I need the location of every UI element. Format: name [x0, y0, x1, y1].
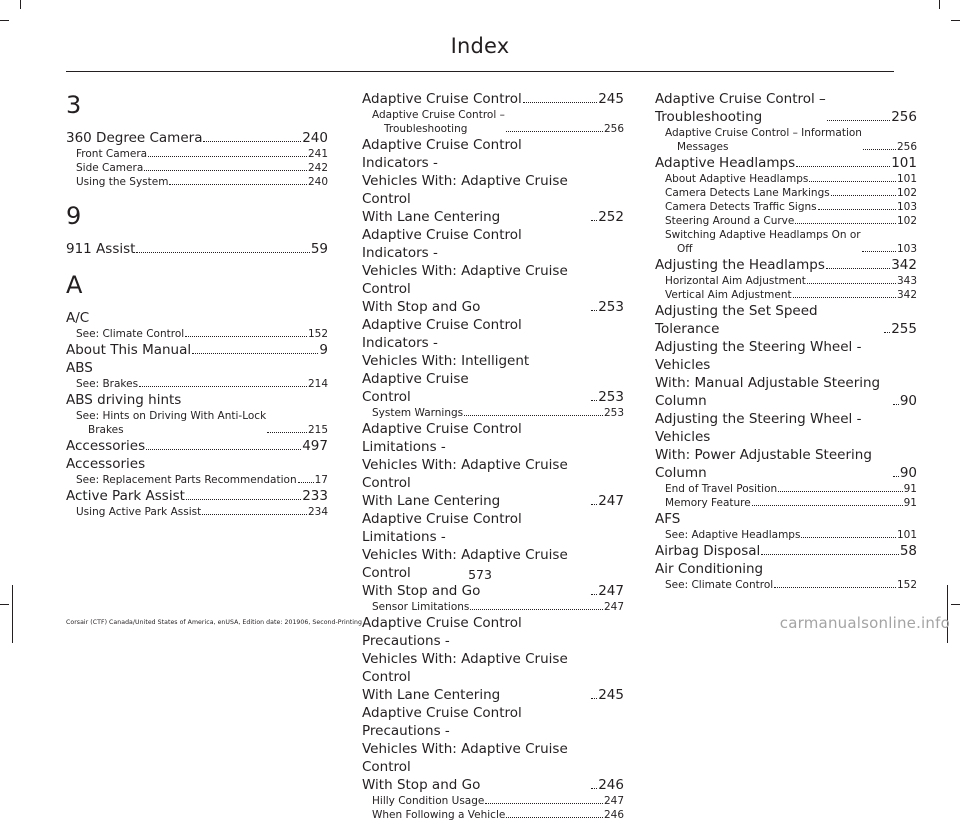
entry-text: About Adaptive Headlamps	[665, 173, 809, 185]
crop-mark	[951, 20, 960, 21]
crop-mark	[0, 604, 9, 605]
index-subentry	[362, 108, 624, 136]
entry-line: Adaptive Cruise Control –	[372, 109, 505, 121]
index-subentry	[655, 186, 917, 200]
dot-leader	[591, 697, 597, 699]
edition-footer: Corsair (CTF) Canada/United States of America, enUSA, Edition date: 201906, Second-Printing	[66, 619, 362, 626]
index-entry	[66, 487, 328, 505]
entry-text	[655, 90, 826, 126]
page-reference: 245	[598, 687, 624, 703]
crop-mark	[12, 585, 13, 643]
dot-leader	[796, 165, 890, 167]
entry-text: Airbag Disposal	[655, 543, 761, 559]
index-entry	[655, 302, 917, 338]
dot-leader	[523, 101, 597, 103]
entry-line: Vehicles With: Adaptive Cruise Control	[362, 457, 568, 491]
index-subentry	[362, 406, 624, 420]
page-reference: 253	[598, 389, 624, 405]
entry-text: Hilly Condition Usage	[372, 795, 485, 807]
page-number: 573	[468, 567, 492, 582]
index-letter-heading: A	[66, 271, 83, 299]
entry-line: Adaptive Cruise Control Indicators -	[362, 317, 522, 351]
entry-text: Adjusting the Set Speed Tolerance	[655, 303, 818, 337]
entry-text: System Warnings	[372, 407, 464, 419]
index-subentry	[655, 496, 917, 510]
entry-line: With Lane Centering	[362, 209, 501, 225]
page-reference: 255	[891, 321, 917, 337]
entry-text	[76, 409, 266, 437]
entry-text: See: Climate Control	[76, 328, 185, 340]
entry-line: Adaptive Cruise Control Limitations -	[362, 511, 522, 545]
entry-text: Side Camera	[76, 162, 144, 174]
entry-line: Control	[362, 389, 411, 405]
dot-leader	[752, 504, 903, 506]
page-reference: 101	[896, 173, 917, 185]
page-reference: 246	[603, 809, 624, 821]
dot-leader	[807, 282, 896, 284]
index-entry	[362, 226, 624, 316]
entry-text: Adjusting the Headlamps	[655, 257, 825, 273]
entry-line: Column	[655, 393, 707, 409]
entry-text	[665, 126, 862, 154]
entry-line: With Stop and Go	[362, 777, 481, 793]
entry-text	[665, 228, 861, 256]
page-reference: 342	[896, 289, 917, 301]
entry-text: Horizontal Aim Adjustment	[665, 275, 806, 287]
entry-line: Adaptive Cruise Control Precautions -	[362, 705, 522, 739]
dot-leader	[192, 352, 318, 354]
dot-leader	[506, 130, 603, 132]
entry-text: 360 Degree Camera	[66, 130, 203, 146]
dot-leader	[793, 296, 896, 298]
dot-leader	[884, 331, 890, 333]
entry-line: With Lane Centering	[362, 687, 501, 703]
page-reference: 234	[307, 506, 328, 518]
page-reference: 241	[307, 148, 328, 160]
page-reference: 253	[603, 407, 624, 419]
page-reference: 497	[302, 438, 328, 454]
index-subentry	[655, 214, 917, 228]
dot-leader	[470, 608, 603, 610]
index-subentry	[66, 473, 328, 487]
entry-line: Troubleshooting	[384, 123, 468, 135]
index-subentry	[66, 327, 328, 341]
index-subentry	[655, 200, 917, 214]
page-reference: 256	[891, 109, 917, 125]
index-subentry	[362, 794, 624, 808]
page-reference: 9	[319, 342, 328, 358]
entry-text	[655, 410, 892, 482]
dot-leader	[169, 183, 306, 185]
page-reference: 247	[603, 795, 624, 807]
entry-text	[655, 338, 892, 410]
entry-text: See: Replacement Parts Recommendation	[76, 474, 297, 486]
index-entry	[655, 542, 917, 560]
page-reference: 256	[896, 141, 917, 153]
index-entry	[66, 129, 328, 147]
dot-leader	[148, 155, 307, 157]
page-reference: 90	[899, 465, 917, 481]
page-reference: 152	[307, 328, 328, 340]
dot-leader	[591, 503, 597, 505]
entry-text	[362, 226, 590, 316]
entry-text: Active Park Assist	[66, 488, 185, 504]
dot-leader	[795, 222, 896, 224]
page-reference: 101	[891, 155, 917, 171]
entry-line: With: Manual Adjustable Steering	[655, 375, 881, 391]
dot-leader	[185, 335, 307, 337]
entry-line: Adaptive Cruise Control –	[655, 91, 826, 107]
page-reference: 342	[891, 257, 917, 273]
index-subentry	[655, 172, 917, 186]
dot-leader	[801, 536, 896, 538]
crop-mark	[939, 0, 940, 9]
entry-text: Vertical Aim Adjustment	[665, 289, 792, 301]
entry-text: Accessories	[66, 438, 146, 454]
header-divider	[66, 71, 894, 72]
index-subentry	[655, 528, 917, 542]
page-reference: 102	[896, 215, 917, 227]
index-entry: ABS driving hints	[66, 392, 182, 408]
entry-line: See: Hints on Driving With Anti-Lock	[76, 410, 267, 422]
entry-line: Switching Adaptive Headlamps On or	[665, 229, 861, 241]
entry-line: Vehicles With: Adaptive Cruise Control	[362, 173, 568, 207]
dot-leader	[774, 586, 896, 588]
dot-leader	[761, 553, 899, 555]
entry-text	[362, 510, 590, 600]
dot-leader	[827, 119, 890, 121]
dot-leader	[809, 180, 896, 182]
dot-leader	[186, 498, 301, 500]
entry-line: Adjusting the Steering Wheel - Vehicles	[655, 411, 862, 445]
page-reference: 103	[896, 201, 917, 213]
entry-text: Camera Detects Traffic Signs	[665, 201, 817, 213]
entry-text: Camera Detects Lane Markings	[665, 187, 830, 199]
index-entry	[66, 437, 328, 455]
crop-mark	[20, 0, 21, 9]
index-entry	[362, 614, 624, 704]
entry-line: Column	[655, 465, 707, 481]
entry-text: 911 Assist	[66, 241, 136, 257]
index-entry: Accessories	[66, 456, 146, 472]
page-reference: 233	[302, 488, 328, 504]
entry-text: End of Travel Position	[665, 483, 778, 495]
index-entry: ABS	[66, 360, 93, 376]
index-subentry	[655, 274, 917, 288]
index-entry	[362, 420, 624, 510]
index-letter-heading: 3	[66, 91, 82, 119]
entry-line: Vehicles With: Adaptive Cruise Control	[362, 263, 568, 297]
index-subentry	[66, 505, 328, 519]
index-letter-heading: 9	[66, 202, 82, 230]
index-subentry	[66, 161, 328, 175]
index-subentry	[655, 126, 917, 154]
dot-leader	[591, 399, 597, 401]
entry-line: Vehicles With: Adaptive Cruise Control	[362, 547, 568, 581]
entry-line: Adaptive Cruise Control Precautions -	[362, 615, 522, 649]
dot-leader	[591, 309, 597, 311]
dot-leader	[464, 414, 603, 416]
page-reference: 343	[896, 275, 917, 287]
dot-leader	[591, 787, 597, 789]
page-reference: 256	[603, 123, 624, 135]
watermark: carmanualsonline.info	[779, 614, 950, 632]
dot-leader	[893, 403, 899, 405]
crop-mark	[0, 20, 9, 21]
entry-text: Front Camera	[76, 148, 148, 160]
entry-text: About This Manual	[66, 342, 192, 358]
dot-leader	[203, 140, 301, 142]
index-entry	[66, 341, 328, 359]
entry-text: Using Active Park Assist	[76, 506, 202, 518]
entry-line: With Lane Centering	[362, 493, 501, 509]
page-reference: 246	[598, 777, 624, 793]
index-subentry	[66, 409, 328, 437]
index-subentry	[655, 288, 917, 302]
entry-line: Vehicles With: Intelligent Adaptive Cruise	[362, 353, 530, 387]
dot-leader	[591, 593, 597, 595]
index-entry	[655, 410, 917, 482]
crop-mark	[951, 604, 960, 605]
entry-line: Adjusting the Steering Wheel - Vehicles	[655, 339, 862, 373]
entry-line: Brakes	[88, 424, 124, 436]
page-reference: 102	[896, 187, 917, 199]
index-subentry	[66, 377, 328, 391]
entry-text	[362, 136, 590, 226]
index-column-3	[655, 90, 917, 592]
entry-text: Steering Around a Curve	[665, 215, 795, 227]
index-entry: A/C	[66, 310, 90, 326]
index-subentry	[66, 175, 328, 189]
entry-line: Vehicles With: Adaptive Cruise Control	[362, 741, 568, 775]
entry-line: Adaptive Cruise Control Indicators -	[362, 227, 522, 261]
entry-text: See: Climate Control	[665, 579, 774, 591]
entry-text: Using the System	[76, 176, 169, 188]
entry-text: Adaptive Cruise Control	[362, 91, 522, 107]
index-entry	[362, 136, 624, 226]
page-reference: 240	[307, 176, 328, 188]
index-entry	[655, 256, 917, 274]
page-reference: 215	[307, 424, 328, 436]
page-reference: 240	[302, 130, 328, 146]
entry-line: Troubleshooting	[655, 109, 763, 125]
dot-leader	[831, 194, 896, 196]
index-subentry	[66, 147, 328, 161]
page-reference: 101	[896, 529, 917, 541]
entry-text: Memory Feature	[665, 497, 751, 509]
index-entry	[362, 90, 624, 108]
page-reference: 247	[603, 601, 624, 613]
index-entry	[362, 704, 624, 794]
index-entry: AFS	[655, 511, 681, 527]
index-subentry	[362, 808, 624, 822]
dot-leader	[778, 490, 902, 492]
page-reference: 252	[598, 209, 624, 225]
page-title: Index	[450, 34, 510, 58]
dot-leader	[136, 251, 309, 253]
entry-text	[362, 316, 590, 406]
entry-line: Vehicles With: Adaptive Cruise Control	[362, 651, 568, 685]
index-entry	[66, 240, 328, 258]
index-entry	[655, 338, 917, 410]
dot-leader	[202, 513, 307, 515]
index-subentry	[655, 482, 917, 496]
page-reference: 103	[896, 243, 917, 255]
dot-leader	[591, 219, 597, 221]
entry-line: Adaptive Cruise Control – Information	[665, 127, 862, 139]
entry-text: Sensor Limitations	[372, 601, 470, 613]
dot-leader	[146, 448, 301, 450]
dot-leader	[298, 481, 314, 483]
page-reference: 59	[310, 241, 328, 257]
entry-line: With: Power Adjustable Steering	[655, 447, 872, 463]
dot-leader	[485, 802, 603, 804]
index-entry	[362, 510, 624, 600]
page-reference: 58	[899, 543, 917, 559]
entry-line: Adaptive Cruise Control Limitations -	[362, 421, 522, 455]
dot-leader	[139, 385, 307, 387]
index-entry: Air Conditioning	[655, 561, 764, 577]
dot-leader	[144, 169, 307, 171]
entry-text	[362, 614, 590, 704]
entry-text: When Following a Vehicle	[372, 809, 506, 821]
entry-line: Off	[677, 243, 693, 255]
entry-line: Messages	[677, 141, 729, 153]
entry-line: With Stop and Go	[362, 583, 481, 599]
entry-line: Adaptive Cruise Control Indicators -	[362, 137, 522, 171]
dot-leader	[862, 250, 896, 252]
dot-leader	[267, 431, 307, 433]
page-reference: 91	[903, 497, 917, 509]
page-reference: 245	[598, 91, 624, 107]
entry-text: Adaptive Headlamps	[655, 155, 796, 171]
index-entry	[655, 90, 917, 126]
dot-leader	[826, 267, 890, 269]
index-subentry	[362, 600, 624, 614]
dot-leader	[863, 148, 896, 150]
index-column-1	[66, 90, 328, 519]
dot-leader	[893, 475, 899, 477]
index-entry	[655, 154, 917, 172]
dot-leader	[818, 208, 896, 210]
page-reference: 247	[598, 493, 624, 509]
entry-line: With Stop and Go	[362, 299, 481, 315]
page-reference: 214	[307, 378, 328, 390]
index-column-2	[362, 90, 624, 822]
dot-leader	[506, 816, 603, 818]
index-entry	[362, 316, 624, 406]
entry-text	[362, 420, 590, 510]
page-reference: 90	[899, 393, 917, 409]
entry-text	[372, 108, 505, 136]
entry-text: See: Adaptive Headlamps	[665, 529, 801, 541]
page-reference: 242	[307, 162, 328, 174]
page-reference: 152	[896, 579, 917, 591]
index-subentry	[655, 228, 917, 256]
page-reference: 17	[314, 474, 328, 486]
page-reference: 247	[598, 583, 624, 599]
page-reference: 91	[903, 483, 917, 495]
page-reference: 253	[598, 299, 624, 315]
entry-text: See: Brakes	[76, 378, 139, 390]
entry-text	[362, 704, 590, 794]
